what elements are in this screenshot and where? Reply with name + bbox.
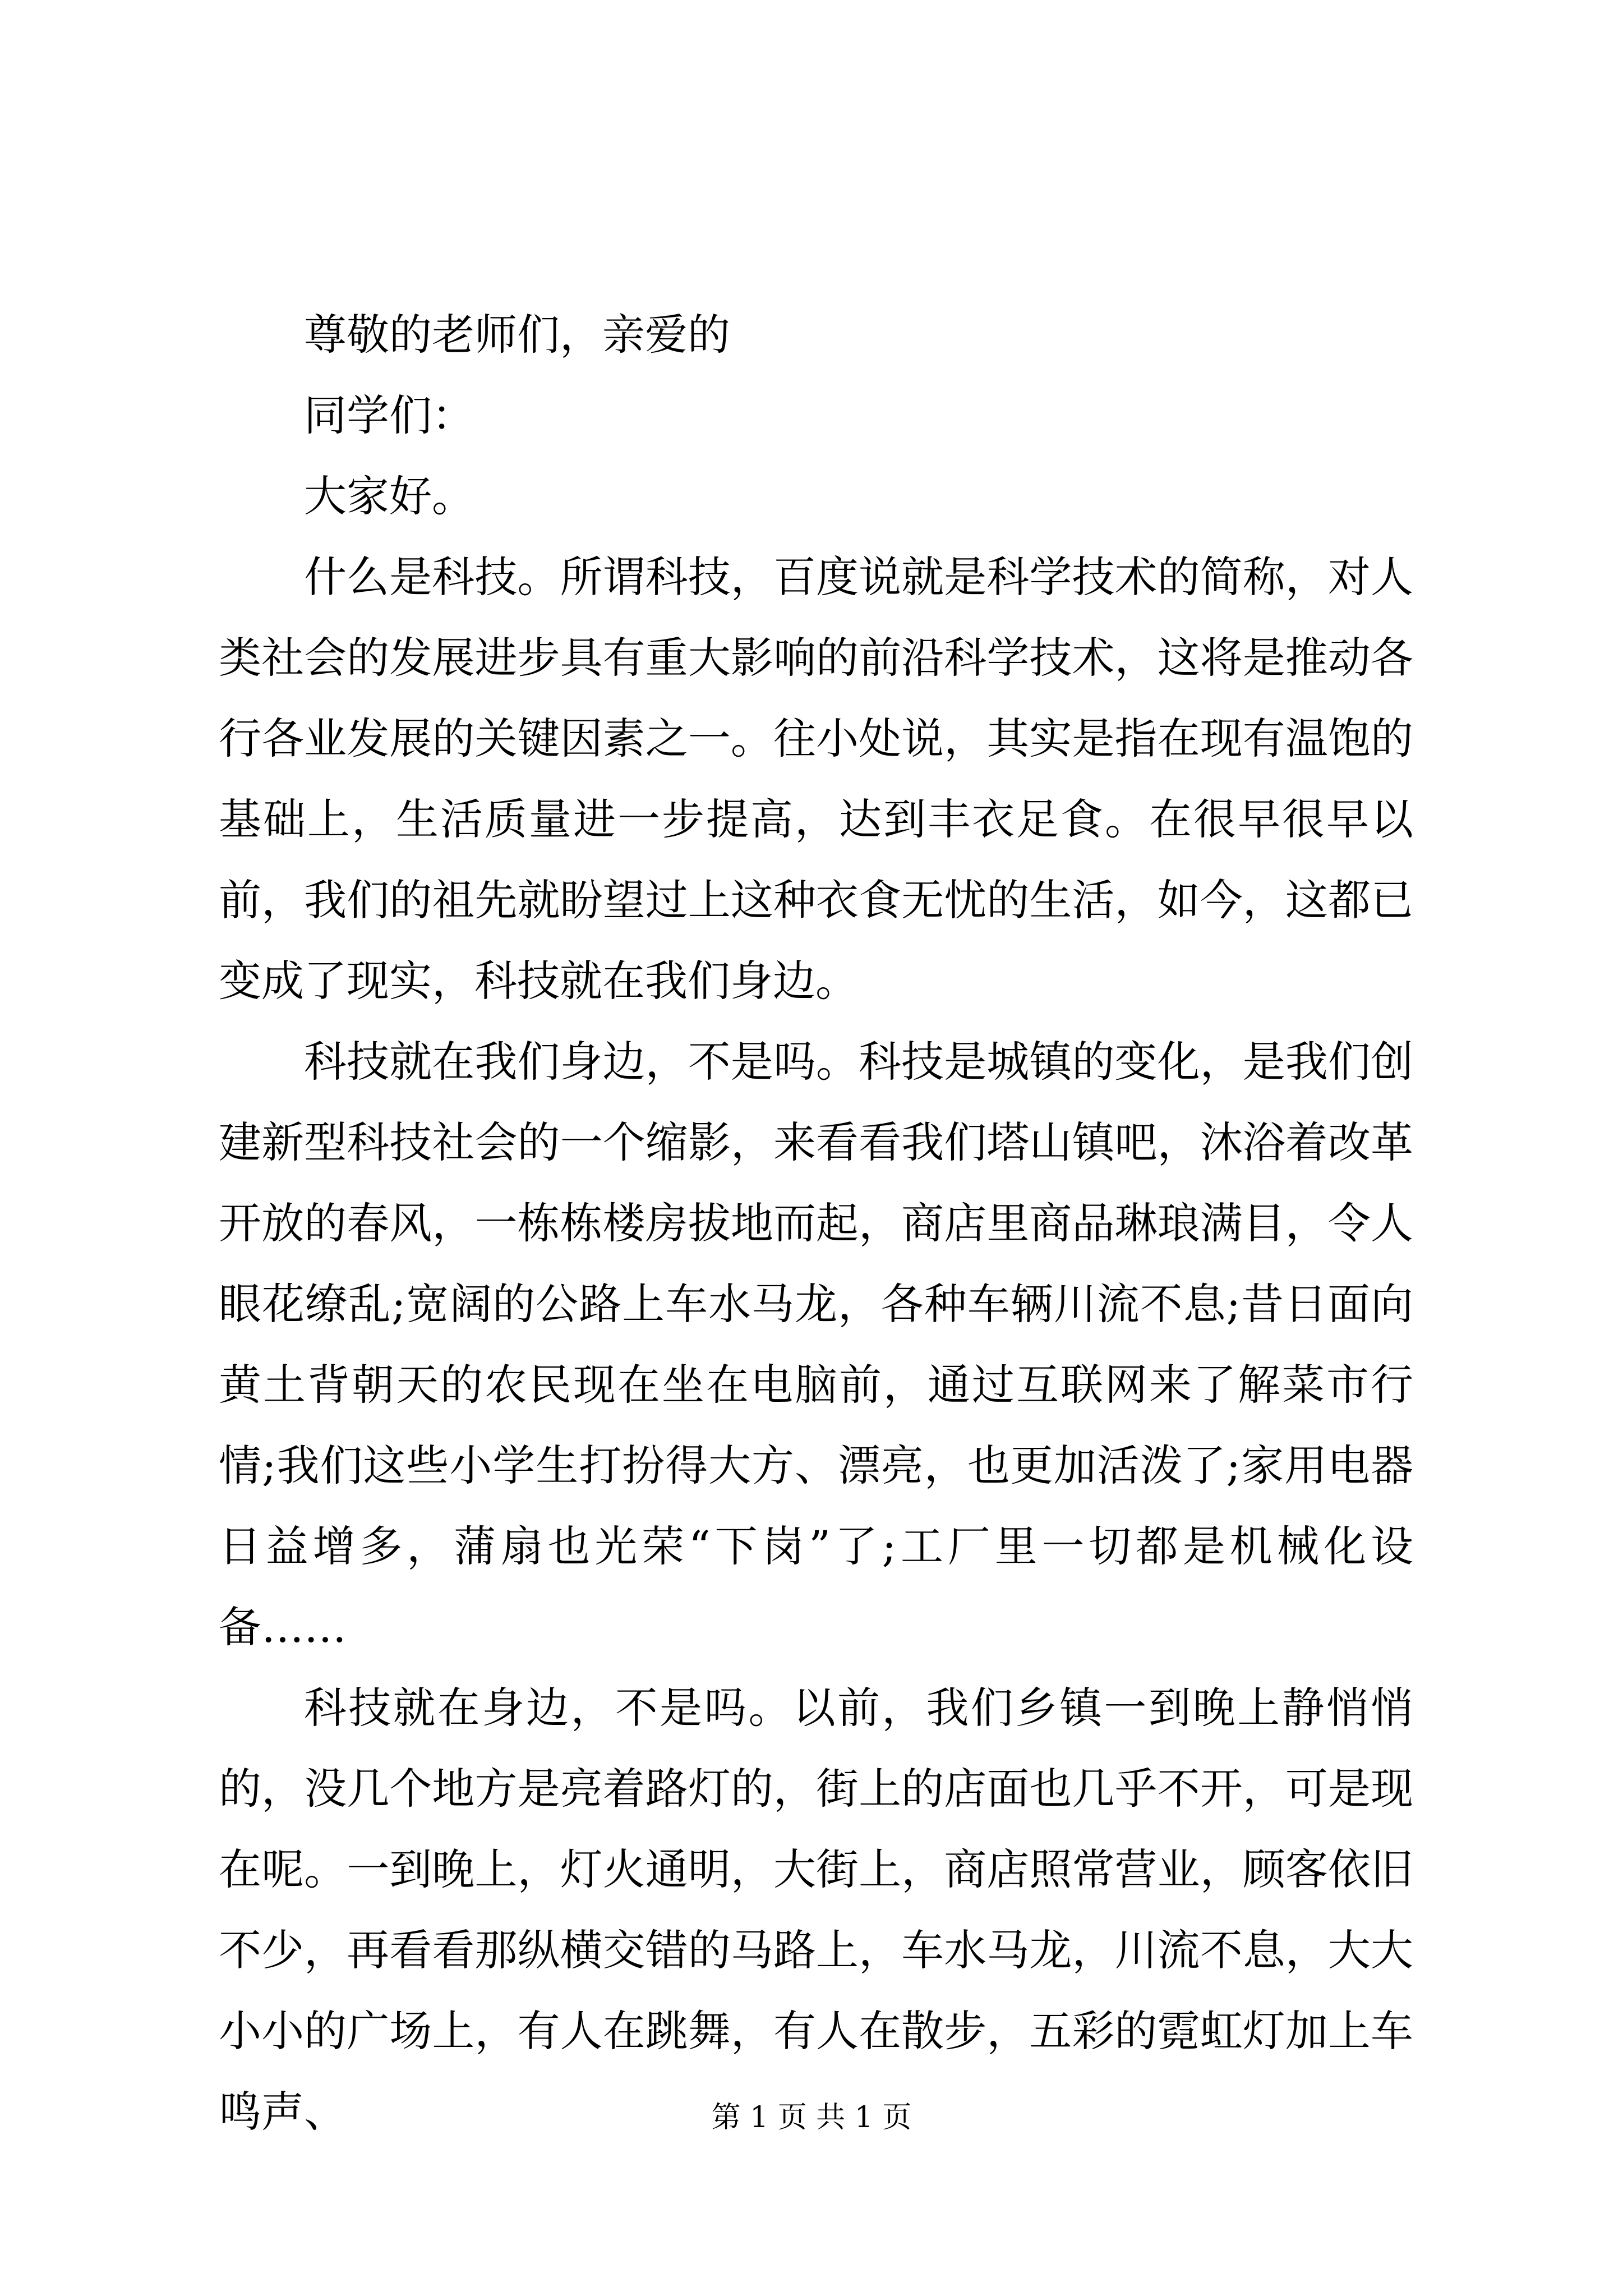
paragraph-2: 科技就在我们身边，不是吗。科技是城镇的变化，是我们创建新型科技社会的一个缩影，来看看我们塔山镇吧，沐浴着改革开放的春风，一栋栋楼房拔地而起，商店里商品琳琅满目，令人眼花缭乱;宽阔的公路上车水马龙，各种车辆川流不息;昔日面向黄土背朝天的农民现在坐在电脑前，通过互联网来了解菜市行情;我们这些小学生打扮得大方、漂亮，也更加活泼了;家用电器日益增多，蒲扇也光荣“下岗”了;工厂里一切都是机械化设备…… [219, 1037, 1413, 1652]
paragraph-3: 科技就在身边，不是吗。以前，我们乡镇一到晚上静悄悄的，没几个地方是亮着路灯的，街上的店面也几乎不开，可是现在呢。一到晚上，灯火通明，大街上，商店照常营业，顾客依旧不少，再看看那纵横交错的马路上，车水马龙，川流不息，大大小小的广场上，有人在跳舞，有人在散步，五彩的霓虹灯加上车鸣声、 [219, 1683, 1413, 2137]
greeting: 大家好。 [304, 471, 474, 521]
salutation-line-2: 同学们： [304, 390, 474, 440]
paragraph-1: 什么是科技。所谓科技，百度说就是科学技术的简称，对人类社会的发展进步具有重大影响的前沿科学技术，这将是推动各行各业发展的关键因素之一。往小处说，其实是指在现有温饱的基础上，生活质量进一步提高，达到丰衣足食。在很早很早以前，我们的祖先就盼望过上这种衣食无忧的生活，如今，这都已变成了现实，科技就在我们身边。 [219, 552, 1413, 1006]
salutation-line-1: 尊敬的老师们，亲爱的 [304, 310, 730, 360]
document-body [219, 295, 1413, 2152]
page-number-footer: 第 1 页 共 1 页 [711, 2101, 912, 2134]
